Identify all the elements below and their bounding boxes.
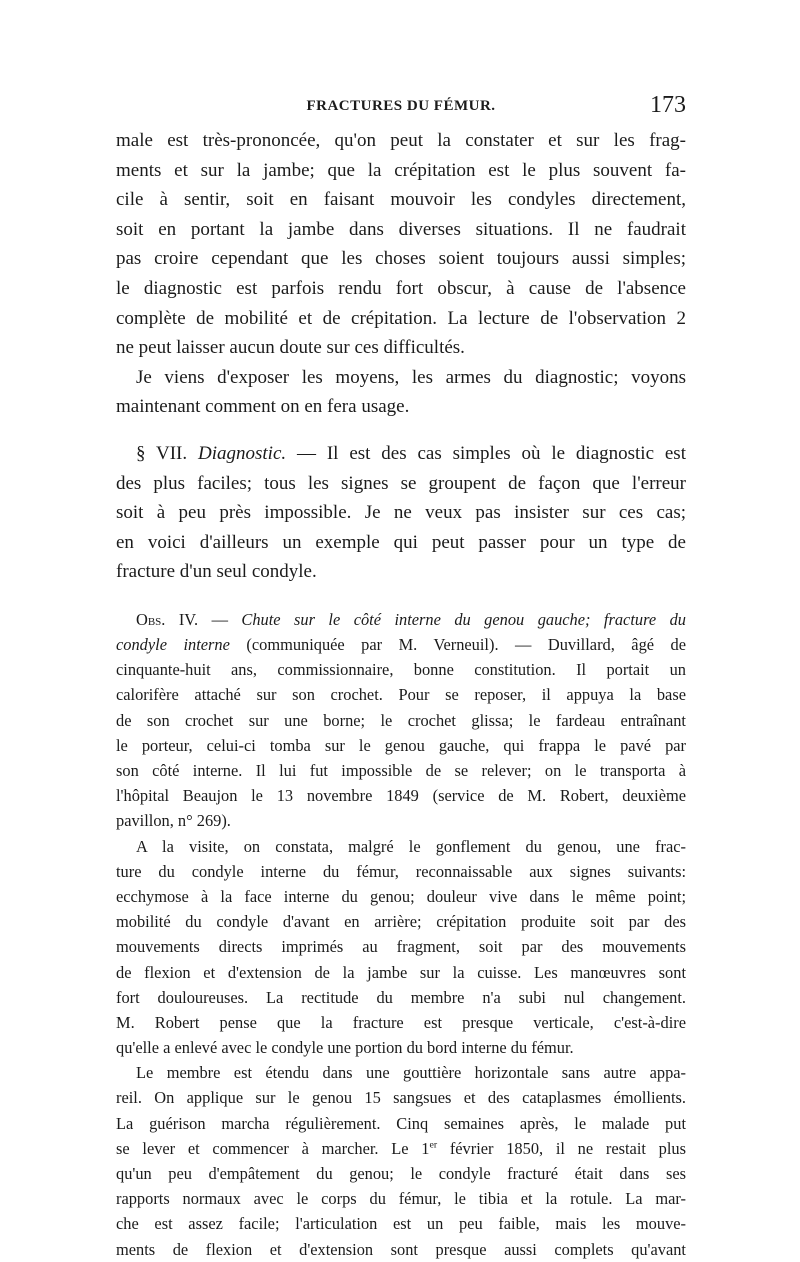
text-line: ne peut laisser aucun doute sur ces difficultés.	[116, 337, 465, 359]
text-line: ments et sur la jambe; que la crépitation est le plus souvent fa-	[116, 159, 686, 181]
text-line: ments de flexion et d'extension sont presque aussi complets qu'avant	[116, 1239, 686, 1259]
text-line: fort douloureuses. La rectitude du membre n'a subi nul changement.	[116, 987, 686, 1007]
page-body	[116, 126, 686, 1262]
spacer	[116, 587, 686, 607]
text-line: reil. On applique sur le genou 15 sangsues et des cataplasmes émollients.	[116, 1088, 686, 1108]
text-line: soit en portant la jambe dans diverses situations. Il ne faudrait	[116, 218, 686, 240]
date-line-start: se lever et commencer à marcher. Le 1	[116, 1138, 430, 1158]
section-heading: Diagnostic.	[198, 442, 287, 464]
text-line: Le membre est étendu dans une gouttière horizontale sans autre appa-	[136, 1063, 686, 1083]
date-line	[116, 1136, 686, 1161]
observation-title-line	[116, 607, 686, 632]
paragraph-continuation	[116, 126, 686, 422]
text-line: l'hôpital Beaujon le 13 novembre 1849 (service de M. Robert, deuxième	[116, 786, 686, 806]
text-line: de son crochet sur une borne; le crochet glissa; le fardeau entraînant	[116, 710, 686, 730]
section-text: — Il est des cas simples où le diagnostic est	[297, 442, 686, 464]
text-line: ture du condyle interne du fémur, reconnaissable aux signes suivants:	[116, 861, 686, 881]
text-line: des plus faciles; tous les signes se groupent de façon que l'erreur	[116, 472, 686, 494]
text-line: Je viens d'exposer les moyens, les armes du diagnostic; voyons	[136, 366, 686, 388]
text-line: La guérison marcha régulièrement. Cinq semaines après, le malade put	[116, 1113, 686, 1133]
spacer	[116, 422, 686, 439]
text-line: le porteur, celui-ci tomba sur le genou gauche, qui frappa le pavé par	[116, 735, 686, 755]
text-line: complète de mobilité et de crépitation. La lecture de l'observation 2	[116, 307, 686, 329]
text-line: pavillon, n° 269).	[116, 811, 231, 831]
text-line: le diagnostic est parfois rendu fort obscur, à cause de l'absence	[116, 277, 686, 299]
text-line: cinquante-huit ans, commissionnaire, bonne constitution. Il portait un	[116, 660, 686, 680]
date-superscript: er	[429, 1139, 438, 1151]
observation-block	[116, 607, 686, 1262]
text-line: de flexion et d'extension de la jambe sur la cuisse. Les manœuvres sont	[116, 962, 686, 982]
observation-title: Chute sur le côté interne du genou gauche; fracture du	[241, 609, 686, 629]
observation-dash: —	[211, 609, 228, 629]
text-line: soit à peu près impossible. Je ne veux pas insister sur ces cas;	[116, 502, 686, 524]
text-line: M. Robert pense que la fracture est presque verticale, c'est-à-dire	[116, 1012, 686, 1032]
observation-text: (communiquée par M. Verneuil). — Duvillard, âgé de	[246, 635, 686, 655]
running-title: FRACTURES DU FÉMUR.	[306, 98, 496, 114]
text-line: ecchymose à la face interne du genou; douleur vive dans le même point;	[116, 886, 686, 906]
text-line: son côté interne. Il lui fut impossible de se relever; on le transporta à	[116, 761, 686, 781]
date-line-end: février 1850, il ne restait plus	[437, 1138, 686, 1158]
section-first-line	[116, 439, 686, 469]
text-line: rapports normaux avec le corps du fémur, le tibia et la rotule. La mar-	[116, 1189, 686, 1209]
section-diagnostic	[116, 439, 686, 587]
text-line: calorifère attaché sur son crochet. Pour se reposer, il appuya la base	[116, 685, 686, 705]
text-line: maintenant comment on en fera usage.	[116, 396, 410, 418]
section-number: § VII.	[136, 442, 188, 464]
text-line: qu'elle a enlevé avec le condyle une portion du bord interne du fémur.	[116, 1038, 574, 1058]
observation-title-line-2	[116, 632, 686, 657]
text-line: en voici d'ailleurs un exemple qui peut passer pour un type de	[116, 531, 686, 553]
text-line: mobilité du condyle d'avant en arrière; crépitation produite soit par des	[116, 912, 686, 932]
text-line: qu'un peu d'empâtement du genou; le condyle fracturé était dans ses	[116, 1164, 686, 1184]
text-line: mouvements directs imprimés au fragment, soit par des mouvements	[116, 937, 686, 957]
text-line: A la visite, on constata, malgré le gonflement du genou, une frac-	[136, 836, 686, 856]
text-line: fracture d'un seul condyle.	[116, 561, 317, 583]
text-line: cile à sentir, soit en faisant mouvoir les condyles directement,	[116, 189, 686, 211]
observation-label: Obs. IV.	[136, 609, 199, 629]
text-line: che est assez facile; l'articulation est un peu faible, mais les mouve-	[116, 1214, 686, 1234]
text-line: male est très-prononcée, qu'on peut la constater et sur les frag-	[116, 130, 686, 151]
page-number: 173	[650, 92, 686, 118]
observation-title-continued: condyle interne	[116, 635, 230, 655]
text-line: pas croire cependant que les choses soient toujours aussi simples;	[116, 248, 686, 270]
page-header	[116, 92, 686, 122]
